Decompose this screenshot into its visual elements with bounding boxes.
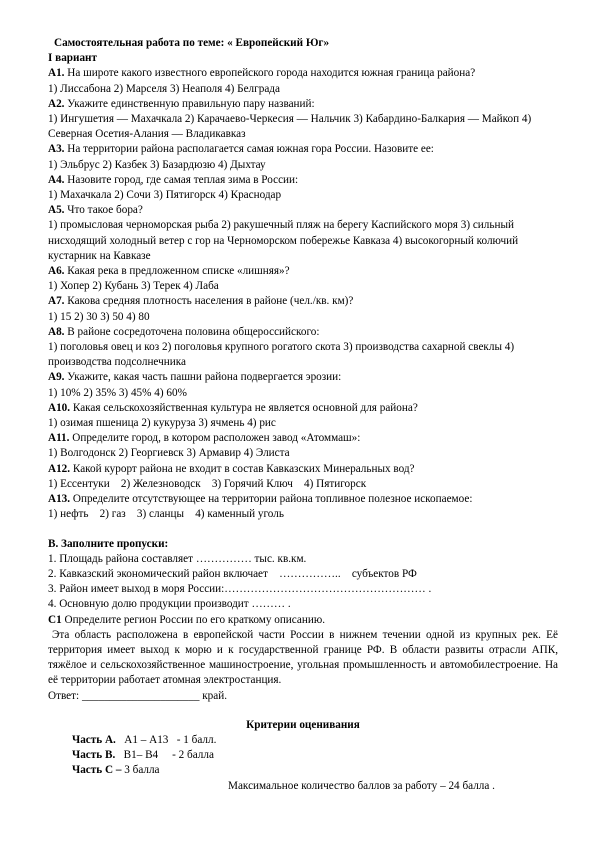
criteria-text: В1– В4 - 2 балла <box>115 749 214 762</box>
question-a7 <box>48 294 558 324</box>
question-a2 <box>48 97 558 143</box>
document-page <box>48 36 558 794</box>
part-b <box>48 537 558 613</box>
max-score: Максимальное количество баллов за работу – 24 балла . <box>228 779 495 792</box>
question-a1 <box>48 66 558 96</box>
answer-options: 1) Ингушетия — Махачкала 2) Карачаево-Черкесия — Нальчик 3) Кабардино-Балкария — Майкоп 4) Северная Осетия-Алания — Владикавказ <box>48 113 532 141</box>
question-a8 <box>48 325 558 371</box>
doc-title: Самостоятельная работа по теме: « Европейский Юг» <box>54 37 330 49</box>
question-text: Что такое бора? <box>64 204 143 217</box>
criteria-title: Критерии оценивания <box>246 718 360 731</box>
c1-description: Эта область расположена в европейской части России в нижнем течении одной из крупных рек. Её территория имеет выход к морю и к государственной границе РФ. В области развиты отрасли АПК, тяжёлое и сельскохозяйственное машиностроение, угольная промышленность и автомобилестроение. На её территории работает атомная электростанция. <box>48 628 558 687</box>
question-text: Какая сельскохозяйственная культура не является основной для района? <box>70 401 418 414</box>
answer-options: 1) нефть 2) газ 3) сланцы 4) каменный уголь <box>48 508 284 521</box>
question-number: А8. <box>48 325 65 338</box>
question-text: В районе сосредоточена половина общероссийского: <box>64 325 320 338</box>
criteria-text: 3 балла <box>121 764 160 777</box>
question-number: А1. <box>48 67 65 80</box>
part-a <box>48 66 558 522</box>
answer-options: 1) Волгодонск 2) Георгиевск 3) Армавир 4) Элиста <box>48 447 290 460</box>
question-number: А7. <box>48 295 65 308</box>
question-a9 <box>48 370 558 400</box>
part-c <box>48 613 558 704</box>
question-number: А5. <box>48 204 65 217</box>
question-a3 <box>48 142 558 172</box>
fill-in-item: 1. Площадь района составляет …………… тыс. кв.км. <box>48 552 307 565</box>
c1-number: С1 <box>48 613 62 626</box>
question-text: Определите отсутствующее на территории района топливное полезное ископаемое: <box>70 493 473 506</box>
question-number: А9. <box>48 371 65 384</box>
question-number: А2. <box>48 97 65 110</box>
question-a11 <box>48 431 558 461</box>
criteria-label: Часть С – <box>72 764 122 777</box>
answer-options: 1) Махачкала 2) Сочи 3) Пятигорск 4) Краснодар <box>48 189 282 202</box>
question-a10 <box>48 401 558 431</box>
criteria-row <box>48 763 558 778</box>
answer-options: 1) Ессентуки 2) Железноводск 3) Горячий Ключ 4) Пятигорск <box>48 477 367 490</box>
answer-options: 1) 10% 2) 35% 3) 45% 4) 60% <box>48 386 187 399</box>
question-text: Назовите город, где самая теплая зима в России: <box>64 173 299 186</box>
question-text: Укажите единственную правильную пару названий: <box>64 97 315 110</box>
criteria-label: Часть А. <box>72 733 116 746</box>
question-number: А10. <box>48 401 71 414</box>
question-number: А12. <box>48 462 71 475</box>
question-text: На территории района располагается самая южная гора России. Назовите ее: <box>64 143 434 156</box>
criteria-text: А1 – А13 - 1 балл. <box>115 733 217 746</box>
question-text: Какова средняя плотность населения в районе (чел./кв. км)? <box>64 295 354 308</box>
question-text: Укажите, какая часть пашни района подвергается эрозии: <box>64 371 342 384</box>
question-number: А4. <box>48 173 65 186</box>
fill-in-item: 2. Кавказский экономический район включает …………….. субъектов РФ <box>48 567 417 580</box>
answer-options: 1) Лиссабона 2) Марселя 3) Неаполя 4) Белграда <box>48 82 280 95</box>
question-text: Определите город, в котором расположен завод «Атоммаш»: <box>69 432 361 445</box>
question-a12 <box>48 462 558 492</box>
question-text: Какая река в предложенном списке «лишняя»? <box>64 265 290 278</box>
fill-in-item: 4. Основную долю продукции производит ……… . <box>48 598 291 611</box>
question-number: А3. <box>48 143 65 156</box>
variant-label: I вариант <box>48 52 97 65</box>
fill-in-item: 3. Район имеет выход в моря России:……………………………………………… . <box>48 583 432 596</box>
criteria <box>48 718 558 794</box>
answer-line: Ответ: _____________________ край. <box>48 689 227 702</box>
criteria-row <box>48 733 558 748</box>
question-a6 <box>48 264 558 294</box>
question-text: Какой курорт района не входит в состав Кавказских Минеральных вод? <box>70 462 415 475</box>
question-a13 <box>48 492 558 522</box>
question-text: На широте какого известного европейского города находится южная граница района? <box>64 67 476 80</box>
answer-options: 1) Хопер 2) Кубань 3) Терек 4) Лаба <box>48 280 219 293</box>
question-number: А11. <box>48 432 70 445</box>
answer-options: 1) озимая пшеница 2) кукуруза 3) ячмень 4) рис <box>48 417 276 430</box>
part-b-title: В. Заполните пропуски: <box>48 537 169 550</box>
question-a5 <box>48 203 558 264</box>
c1-task: Определите регион России по его краткому описанию. <box>61 613 325 626</box>
question-a4 <box>48 173 558 203</box>
answer-options: 1) промысловая черноморская рыба 2) ракушечный пляж на берегу Каспийского моря 3) сильный нисходящий холодный ветер с гор на Черноморском побережье Кавказа 4) высокогорный колючий кустарник на Кавказе <box>48 219 519 262</box>
criteria-label: Часть В. <box>72 749 116 762</box>
answer-options: 1) Эльбрус 2) Казбек 3) Базардюзю 4) Дыхтау <box>48 158 266 171</box>
answer-options: 1) поголовья овец и коз 2) поголовья крупного рогатого скота 3) производства сахарной свеклы 4) производства подсолнечника <box>48 341 515 369</box>
question-number: А13. <box>48 493 71 506</box>
criteria-row <box>48 748 558 763</box>
answer-options: 1) 15 2) 30 3) 50 4) 80 <box>48 310 150 323</box>
question-number: А6. <box>48 265 65 278</box>
